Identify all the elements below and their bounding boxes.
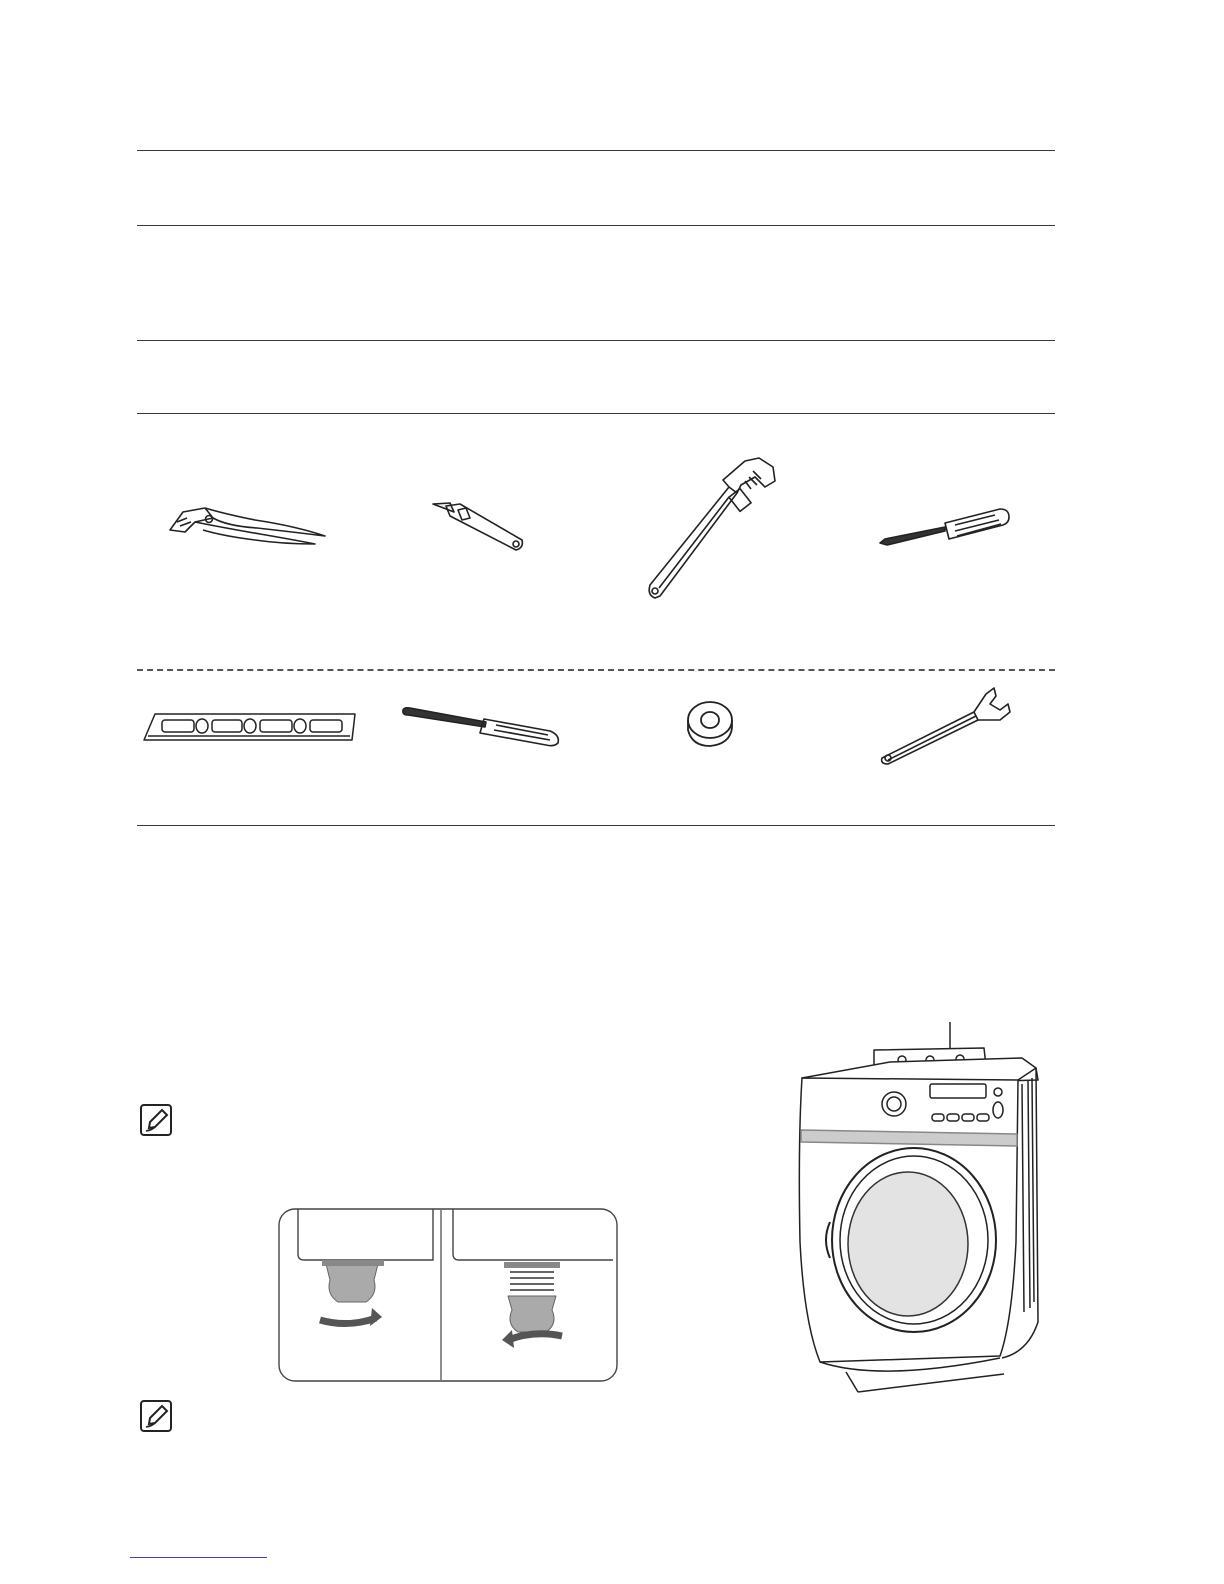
open-end-wrench-icon bbox=[878, 686, 1013, 766]
tools-row-divider bbox=[137, 669, 1055, 671]
slip-joint-pliers-icon bbox=[165, 500, 330, 550]
pipe-wrench-icon bbox=[645, 455, 780, 603]
front-load-washer-icon bbox=[790, 1022, 1040, 1394]
phillips-screwdriver-icon bbox=[875, 505, 1010, 550]
note-pencil-icon bbox=[140, 1400, 172, 1432]
section-divider bbox=[137, 413, 1055, 414]
carpenters-level-icon bbox=[140, 710, 360, 745]
section-divider bbox=[137, 150, 1055, 151]
leveling-feet-adjustment-icon bbox=[278, 1208, 618, 1383]
utility-knife-icon bbox=[430, 500, 525, 555]
section-divider bbox=[137, 340, 1055, 341]
section-divider bbox=[137, 225, 1055, 226]
section-divider bbox=[137, 825, 1055, 826]
thread-seal-tape-icon bbox=[678, 698, 738, 750]
flat-screwdriver-icon bbox=[400, 705, 565, 750]
footer-link-underline[interactable] bbox=[130, 1557, 267, 1558]
note-pencil-icon bbox=[140, 1104, 172, 1136]
